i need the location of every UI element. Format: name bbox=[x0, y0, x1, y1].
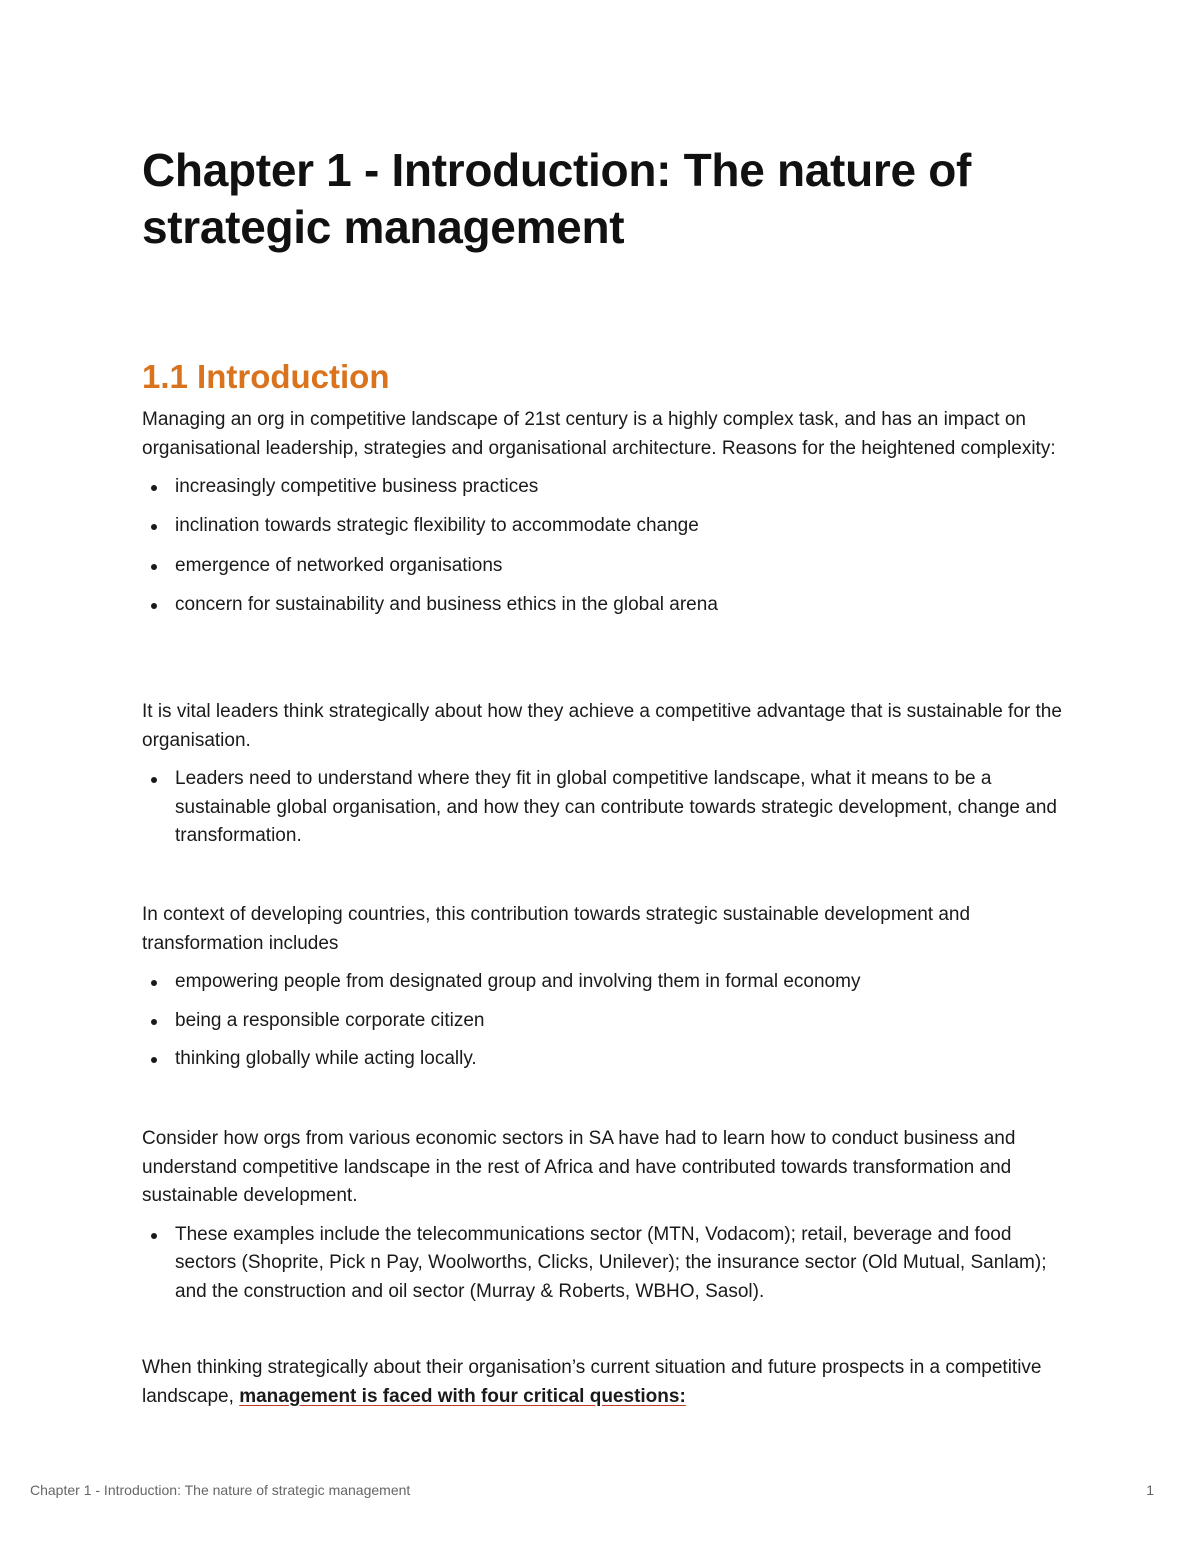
list-item bbox=[142, 591, 1062, 620]
bullet-icon bbox=[151, 485, 157, 491]
chapter-title: Chapter 1 - Introduction: The nature of strategic management bbox=[142, 144, 972, 253]
bullet-icon bbox=[151, 1057, 157, 1063]
vital-paragraph: It is vital leaders think strategically about how they achieve a competitive advantage that is sustainable for the organisation. bbox=[142, 701, 1062, 751]
intro-paragraph: Managing an org in competitive landscape of 21st century is a highly complex task, and has an impact on organisational leadership, strategies and organisational architecture. Reasons for the heightened complexity: bbox=[142, 409, 1056, 459]
list-item bbox=[142, 512, 1062, 541]
list-item bbox=[142, 1007, 1062, 1036]
examples-list bbox=[142, 1221, 1062, 1307]
developing-paragraph: In context of developing countries, this contribution towards strategic sustainable development and transformation includes bbox=[142, 904, 971, 954]
critical-questions-emphasis: management is faced with four critical questions: bbox=[239, 1385, 686, 1407]
closing-paragraph-lead: When thinking strategically about their organisation’s current situation and future prospects in a competitive landscape, bbox=[142, 1357, 1042, 1407]
closing-paragraph bbox=[142, 1354, 1062, 1411]
complexity-reasons-list bbox=[142, 473, 1062, 619]
bullet-icon bbox=[151, 524, 157, 530]
bullet-icon bbox=[151, 603, 157, 609]
list-item bbox=[142, 1045, 1062, 1074]
list-item-text: These examples include the telecommunications sector (MTN, Vodacom); retail, beverage and food sectors (Shoprite, Pick n Pay, Woolworths, Clicks, Unilever); the insurance sector (Old Mutual, Sanlam); and the construction and oil sector (Murray & Roberts, WBHO, Sasol). bbox=[175, 1223, 1047, 1302]
list-item-text: thinking globally while acting locally. bbox=[175, 1048, 477, 1069]
list-item-text: inclination towards strategic flexibility to accommodate change bbox=[175, 514, 699, 536]
list-item-text: emergence of networked organisations bbox=[175, 555, 503, 576]
list-item-text: empowering people from designated group and involving them in formal economy bbox=[175, 971, 861, 992]
list-item bbox=[142, 1221, 1062, 1307]
vital-block bbox=[142, 698, 1062, 851]
list-item-text: increasingly competitive business practices bbox=[175, 476, 539, 497]
closing-block bbox=[142, 1354, 1062, 1411]
page-footer bbox=[30, 1482, 1154, 1498]
developing-block bbox=[142, 901, 1062, 1074]
bullet-icon bbox=[151, 564, 157, 570]
list-item bbox=[142, 968, 1062, 997]
list-item bbox=[142, 552, 1062, 581]
footer-running-title: Chapter 1 - Introduction: The nature of strategic management bbox=[30, 1482, 411, 1498]
list-item bbox=[142, 765, 1062, 851]
bullet-icon bbox=[151, 1233, 157, 1239]
leaders-list bbox=[142, 765, 1062, 851]
page-content bbox=[142, 142, 1062, 1407]
bullet-icon bbox=[151, 980, 157, 986]
list-item bbox=[142, 473, 1062, 502]
intro-block bbox=[142, 406, 1062, 619]
consider-paragraph: Consider how orgs from various economic sectors in SA have had to learn how to conduct business and understand competitive landscape in the rest of Africa and have contributed towards transformation and sustainable development. bbox=[142, 1128, 1016, 1206]
bullet-icon bbox=[151, 1019, 157, 1025]
list-item-text: being a responsible corporate citizen bbox=[175, 1009, 485, 1031]
footer-page-number: 1 bbox=[1146, 1482, 1154, 1498]
list-item-text: Leaders need to understand where they fit in global competitive landscape, what it means to be a sustainable global organisation, and how they can contribute towards strategic development, change and transformation. bbox=[175, 768, 1057, 846]
bullet-icon bbox=[151, 777, 157, 783]
developing-list bbox=[142, 968, 1062, 1074]
list-item-text: concern for sustainability and business ethics in the global arena bbox=[175, 593, 718, 615]
section-heading: 1.1 Introduction bbox=[142, 358, 390, 395]
consider-block bbox=[142, 1125, 1062, 1306]
